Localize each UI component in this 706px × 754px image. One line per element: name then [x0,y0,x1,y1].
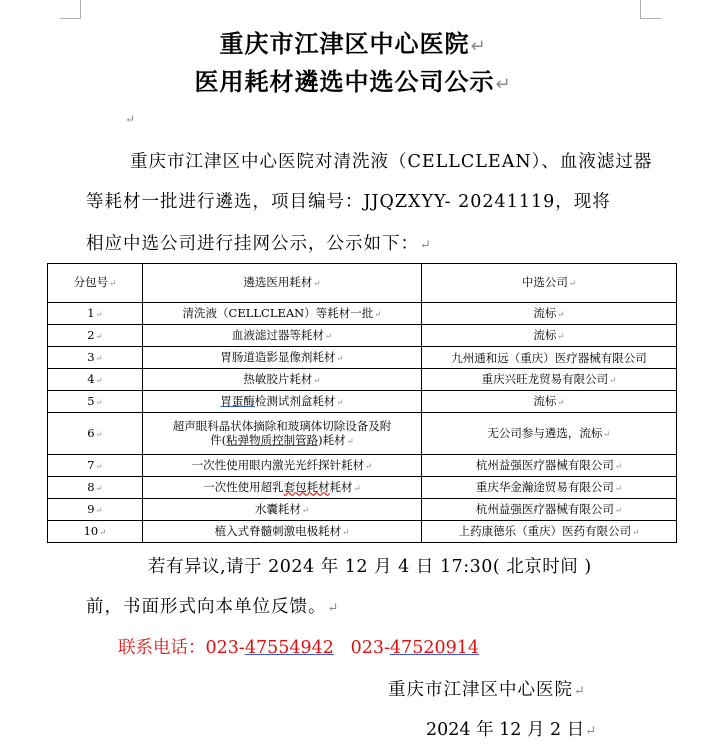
intro-line-1: 重庆市江津区中心医院对清洗液（CELLCLEAN）、血液滤过器 [130,152,653,172]
return-mark-icon: ↵ [420,238,432,253]
phone-number-2: 47520914 [389,638,479,658]
signature: 重庆市江津区中心医院↵ [388,680,586,700]
return-mark-icon: ↵ [327,601,340,616]
blank-paragraph [124,108,135,127]
table-row: 5↵ 胃蛋酶检测试剂盒耗材↵ 流标↵ [48,391,677,413]
table-row: 1↵ 清洗液（CELLCLEAN）等耗材一批↵ 流标↵ [48,303,677,325]
title-line-1: 重庆市江津区中心医院↵ [219,30,487,58]
table-row: 10↵ 植入式脊髓刺激电极耗材↵ 上药康德乐（重庆）医药有限公司↵ [48,521,677,543]
return-mark-icon: ↵ [125,112,136,126]
contact-phone-line: 联系电话：023-47554942 023-47520914 [118,638,479,658]
table-row: 4↵ 热敏胶片耗材↵ 重庆兴旺龙贸易有限公司↵ [48,369,677,391]
selection-table [47,263,677,543]
crop-mark-top-right [640,0,661,19]
date: 2024 年 12 月 2 日↵ [426,720,597,740]
table-row: 7↵ 一次性使用眼内激光光纤探针耗材↵ 杭州益强医疗器械有限公司↵ [48,455,677,477]
objection-note-line-1: 若有异议,请于 2024 年 12 月 4 日 17:30( 北京时间 ) [148,557,592,577]
table-header-row [48,264,677,303]
table-row: 8↵ 一次性使用超乳套包耗材耗材↵ 重庆华金瀚途贸易有限公司↵ [48,477,677,499]
header-item: 遴选医用耗材↵ [143,264,422,303]
table-row: 2↵ 血液滤过器等耗材↵ 流标↵ [48,325,677,347]
table-row: 6↵ 超声眼科晶状体摘除和玻璃体切除设备及附 件(粘弹物质控制管路)耗材↵ 无公司参与遴选，流标↵ [48,413,677,455]
objection-note-line-2: 前，书面形式向本单位反馈。↵ [86,597,340,617]
intro-line-2: 等耗材一批进行遴选，项目编号：JJQZXYY- 20241119，现将 [86,192,611,212]
intro-line-3: 相应中选公司进行挂网公示，公示如下：↵ [86,234,432,254]
return-mark-icon: ↵ [470,36,487,57]
crop-mark-top-left [60,0,81,19]
header-company: 中选公司↵ [422,264,677,303]
table-row: 9↵ 水囊耗材↵ 杭州益强医疗器械有限公司↵ [48,499,677,521]
title-line-2: 医用耗材遴选中选公司公示↵ [194,68,512,96]
return-mark-icon: ↵ [495,74,512,95]
return-mark-icon: ↵ [574,684,586,699]
header-package-no: 分包号↵ [48,264,143,303]
return-mark-icon: ↵ [585,724,597,739]
phone-number-1: 47554942 [244,638,334,658]
table-row: 3↵ 胃肠道造影显像剂耗材↵ 九州通和远（重庆）医疗器械有限公司 [48,347,677,369]
